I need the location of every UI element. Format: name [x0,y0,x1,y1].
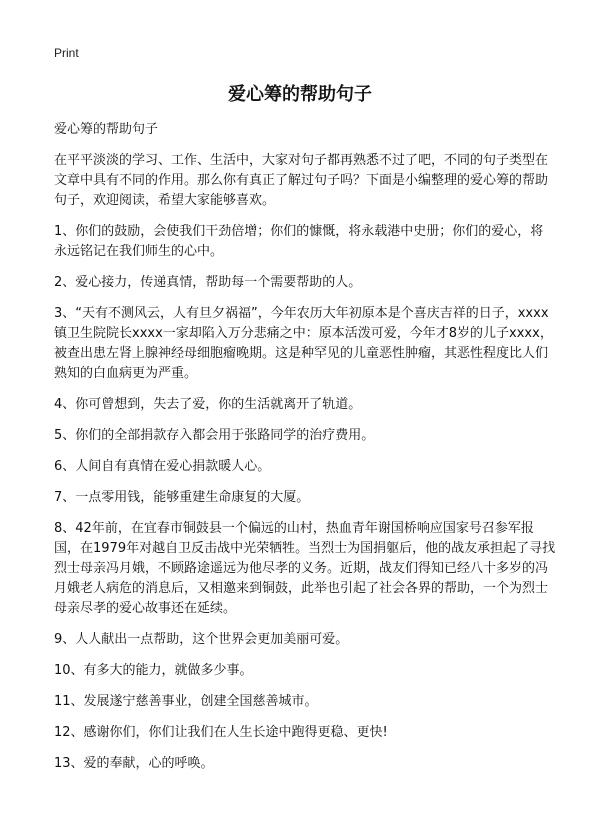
list-item: 4、你可曾想到，失去了爱，你的生活就离开了轨道。 [54,397,362,412]
list-item: 9、人人献出一点帮助，这个世界会更加美丽可爱。 [54,632,349,647]
print-label: Print [54,46,79,60]
list-item: 2、爱心接力，传递真情，帮助每一个需要帮助的人。 [54,275,362,290]
list-item: 12、感谢你们，你们让我们在人生长途中跑得更稳、更快! [54,725,388,740]
list-item: 1、你们的鼓励，会使我们干劲倍增；你们的慷慨，将永载港中史册；你们的爱心，将永远铭记在我们师生的心中。 [54,224,544,259]
article-body [54,120,556,785]
list-item: 6、人间自有真情在爱心捐款暖人心。 [54,459,271,474]
list-item: 11、发展遂宁慈善事业，创建全国慈善城市。 [54,694,318,709]
intro-paragraph: 在平平淡淡的学习、工作、生活中，大家对句子都再熟悉不过了吧，不同的句子类型在文章中具有不同的作用。那么你有真正了解过句子吗？下面是小编整理的爱心筹的帮助句子，欢迎阅读，希望大家能够喜欢。 [54,153,549,208]
list-item: 8、42年前，在宜春市铜鼓县一个偏远的山村，热血青年谢国桥响应国家号召参军报国，在1979年对越自卫反击战中光荣牺牲。当烈士为国捐躯后，他的战友承担起了寻找烈士母亲冯月娥，不顾路途遥远为他尽孝的义务。近期，战友们得知已经八十多岁的冯月娥老人病危的消息后，又相邀来到铜鼓，此举也引起了社会各界的帮助，一个为烈士母亲尽孝的爱心故事还在延续。 [54,521,556,616]
list-item: 7、一点零用钱，能够重建生命康复的大厦。 [54,490,310,505]
list-item: 3、“天有不测风云，人有旦夕祸福”，今年农历大年初原本是个喜庆吉祥的日子，xxxx 镇卫生院院长xxxx一家却陷入万分悲痛之中：原本活泼可爱，今年才8岁的儿子xxxx，被查出患左肾上腺神经母细胞瘤晚期。这是种罕见的儿童恶性肿瘤，其恶性程度比人们熟知的白血病更为严重。 [54,306,553,381]
list-item: 13、爱的奉献，心的呼唤。 [54,756,214,771]
list-item: 5、你们的全部捐款存入都会用于张路同学的治疗费用。 [54,428,375,443]
page-title: 爱心筹的帮助句子 [228,84,372,105]
article-subtitle: 爱心筹的帮助句子 [54,122,159,137]
list-item: 10、有多大的能力，就做多少事。 [54,663,253,678]
